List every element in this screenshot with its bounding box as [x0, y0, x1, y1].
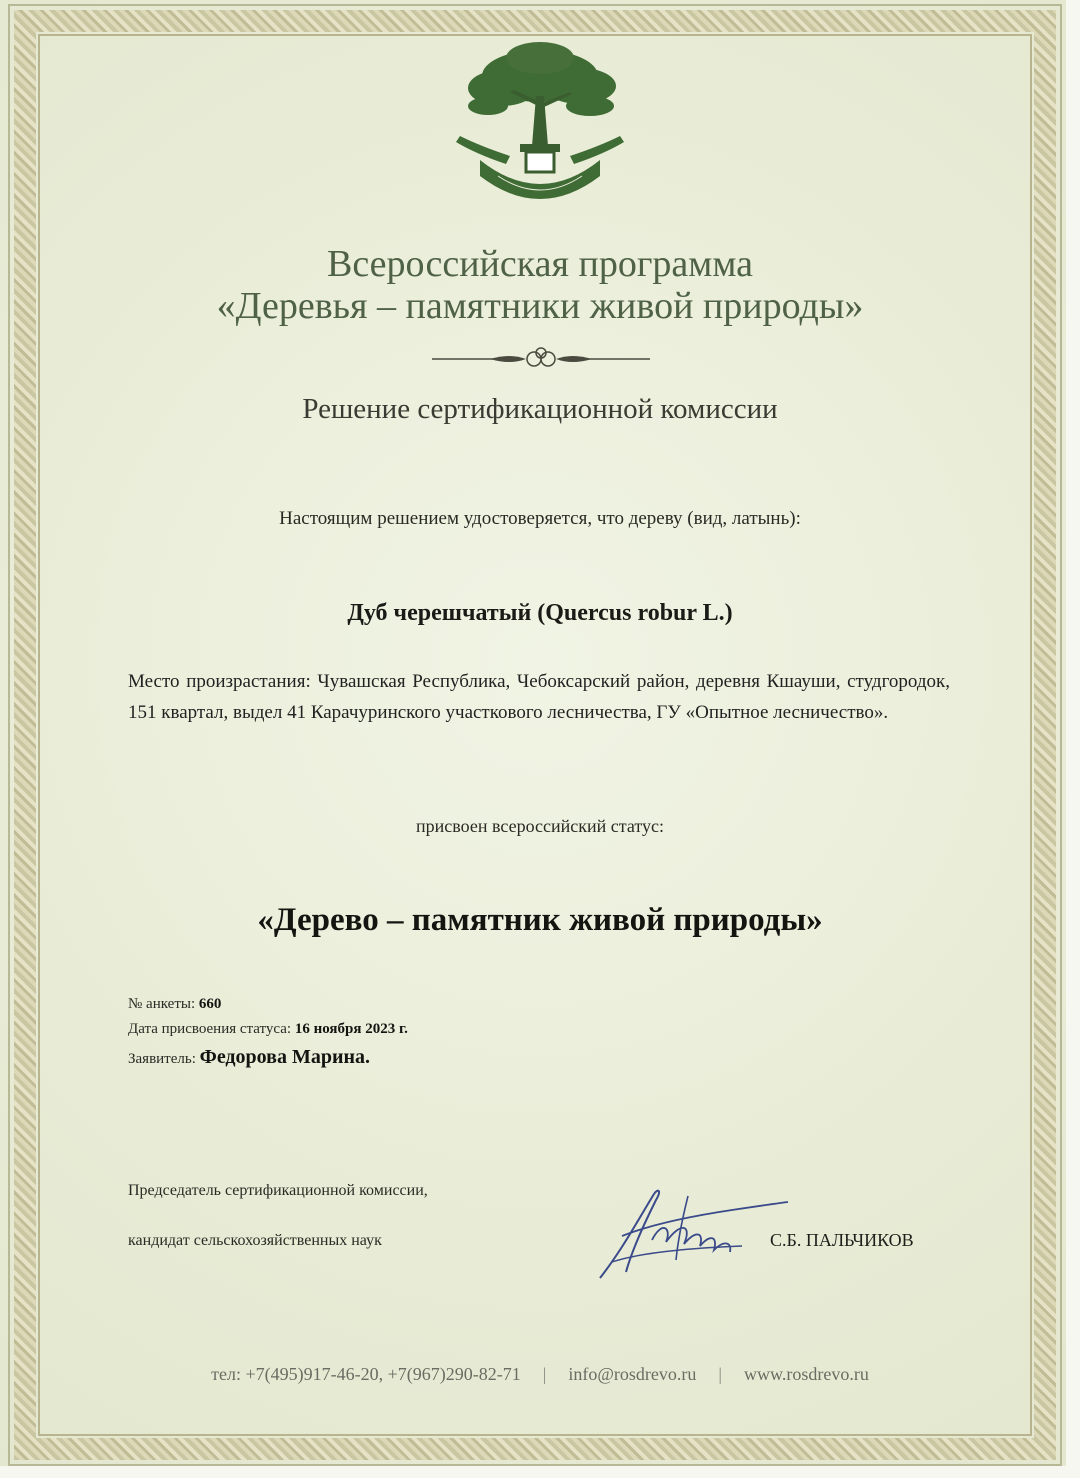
document-subtitle: Решение сертификационной комиссии	[302, 393, 778, 425]
species-name: Дуб черешчатый (Quercus robur L.)	[347, 600, 733, 626]
date-row	[128, 1021, 408, 1038]
footer-separator: |	[718, 1364, 723, 1384]
bottom-margin	[0, 1466, 1080, 1478]
status-intro: присвоен всероссийский статус:	[416, 816, 664, 836]
intro-text: Настоящим решением удостоверяется, что дереву (вид, латынь):	[279, 508, 801, 529]
location-text: Место произрастания: Чувашская Республика, Чебоксарский район, деревня Кшауши, студгородок, 151 квартал, выдел 41 Карачуринского участкового лесничества, ГУ «Опытное лесничество».	[128, 671, 950, 723]
signer-position-line1: Председатель сертификационной комиссии,	[128, 1182, 428, 1199]
date-value: 16 ноября 2023 г.	[294, 1021, 408, 1037]
signer-name: С.Б. ПАЛЬЧИКОВ	[770, 1230, 914, 1250]
applicant-label: Заявитель:	[128, 1051, 196, 1067]
tree-emblem-icon	[440, 36, 640, 201]
footer-separator: |	[542, 1364, 547, 1384]
program-title-line1: Всероссийская программа	[327, 243, 753, 285]
footer-email[interactable]: info@rosdrevo.ru	[568, 1364, 697, 1384]
footer-website[interactable]: www.rosdrevo.ru	[744, 1364, 869, 1384]
handwritten-signature	[592, 1180, 792, 1285]
footer-phones: тел: +7(495)917-46-20, +7(967)290-82-71	[211, 1364, 521, 1384]
applicant-value: Федорова Марина.	[199, 1046, 371, 1068]
signer-position-line2: кандидат сельскохозяйственных наук	[128, 1232, 382, 1249]
date-label: Дата присвоения статуса:	[128, 1021, 292, 1037]
status-title: «Дерево – памятник живой природы»	[257, 902, 823, 938]
form-number-row	[128, 996, 221, 1013]
applicant-row	[128, 1046, 370, 1069]
program-title-line2: «Деревья – памятники живой природы»	[216, 285, 864, 327]
footer-contacts	[100, 1364, 980, 1385]
ornament-divider-icon	[430, 346, 652, 372]
form-number-label: № анкеты:	[128, 996, 196, 1012]
right-margin	[1066, 0, 1080, 1478]
form-number-value: 660	[198, 996, 222, 1012]
